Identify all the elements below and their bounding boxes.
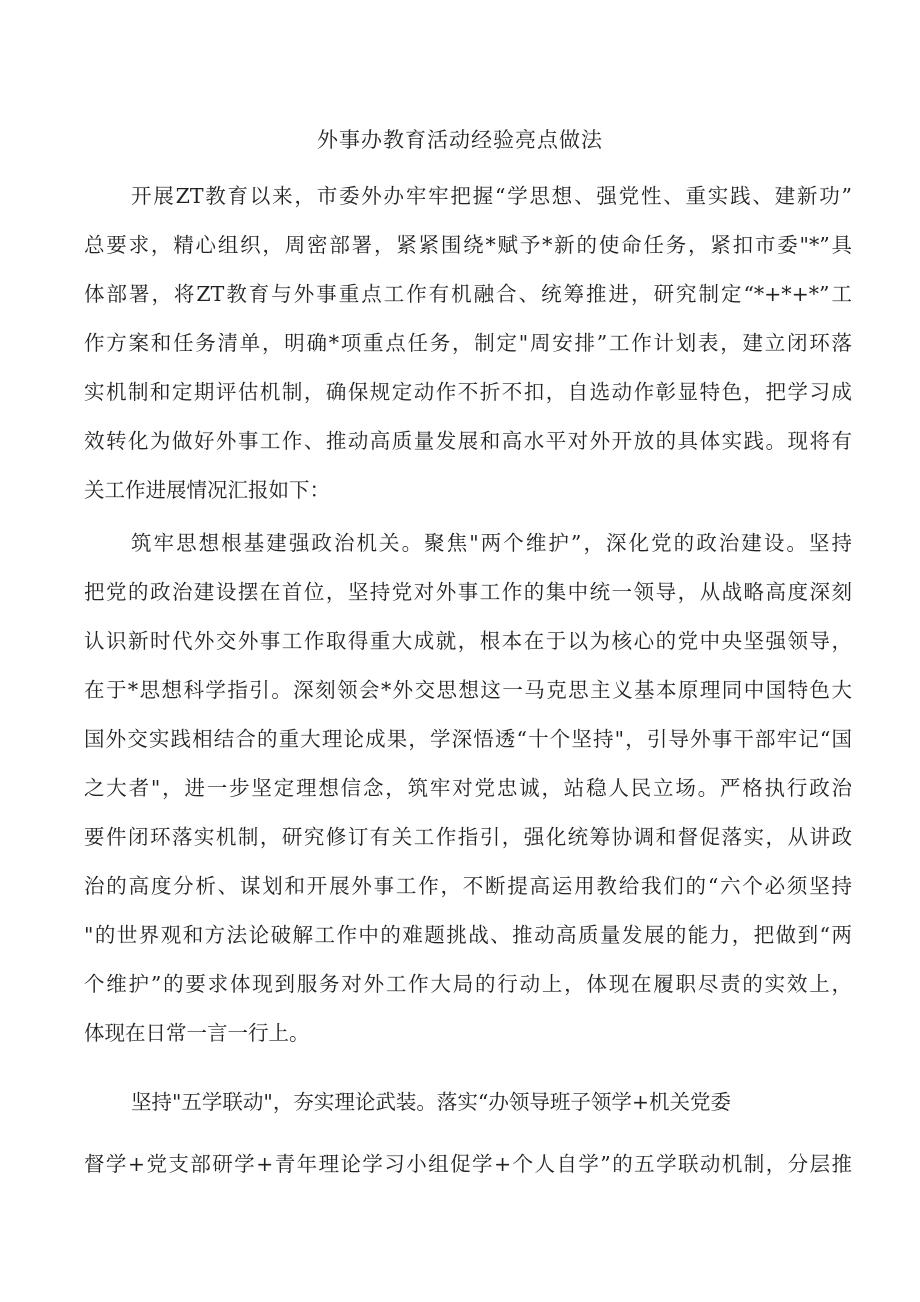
paragraph-2-line-11: 体现在日常一言一行上。 xyxy=(84,1021,310,1045)
paragraph-2-line-2: 把党的政治建设摆在首位，坚持党对外事工作的集中统一领导，从战略高度深刻 xyxy=(84,580,852,604)
paragraph-1-line-2: 总要求，精心组织，周密部署，紧紧围绕*赋予*新的使命任务，紧扣市委"*”具 xyxy=(84,233,852,257)
paragraph-2-line-3: 认识新时代外交外事工作取得重大成就，根本在于以为核心的党中央坚强领导， xyxy=(84,629,852,653)
paragraph-1-line-1: 开展ZT教育以来，市委外办牢牢把握“学思想、强党性、重实践、建新功” xyxy=(131,184,852,208)
paragraph-2-line-6: 之大者"，进一步坚定理想信念，筑牢对党忠诚，站稳人民立场。严格执行政治 xyxy=(84,776,852,800)
paragraph-3-line-2: 督学+党支部研学+青年理论学习小组促学+个人自学”的五学联动机制，分层推 xyxy=(84,1152,852,1176)
paragraph-2-line-8: 治的高度分析、谋划和开展外事工作，不断提高运用教给我们的“六个必须坚持 xyxy=(84,874,852,898)
paragraph-2-line-9: "的世界观和方法论破解工作中的难题挑战、推动高质量发展的能力，把做到“两 xyxy=(84,923,852,947)
paragraph-1-line-4: 作方案和任务清单，明确*项重点任务，制定"周安排”工作计划表，建立闭环落 xyxy=(84,331,852,355)
paragraph-2-line-4: 在于*思想科学指引。深刻领会*外交思想这一马克思主义基本原理同中国特色大 xyxy=(84,678,852,702)
paragraph-2-line-1: 筑牢思想根基建强政治机关。聚焦"两个维护”，深化党的政治建设。坚持 xyxy=(131,531,852,555)
paragraph-3-line-1: 坚持"五学联动"，夯实理论武装。落实“办领导班子领学+机关党委 xyxy=(131,1090,732,1114)
paragraph-1-line-6: 效转化为做好外事工作、推动高质量发展和高水平对外开放的具体实践。现将有 xyxy=(84,429,852,453)
paragraph-1-line-7: 关工作进展情况汇报如下： xyxy=(84,478,330,502)
paragraph-2-line-5: 国外交实践相结合的重大理论成果，学深悟透“十个坚持"，引导外事干部牢记“国 xyxy=(84,727,852,751)
paragraph-2-line-7: 要件闭环落实机制，研究修订有关工作指引，强化统筹协调和督促落实，从讲政 xyxy=(84,825,852,849)
paragraph-2-line-10: 个维护”的要求体现到服务对外工作大局的行动上，体现在履职尽责的实效上， xyxy=(84,972,852,996)
document-title: 外事办教育活动经验亮点做法 xyxy=(317,128,603,152)
paragraph-1-line-3: 体部署，将ZT教育与外事重点工作有机融合、统筹推进，研究制定“*+*+*”工 xyxy=(84,282,852,306)
paragraph-1-line-5: 实机制和定期评估机制，确保规定动作不折不扣，自选动作彰显特色，把学习成 xyxy=(84,380,852,404)
